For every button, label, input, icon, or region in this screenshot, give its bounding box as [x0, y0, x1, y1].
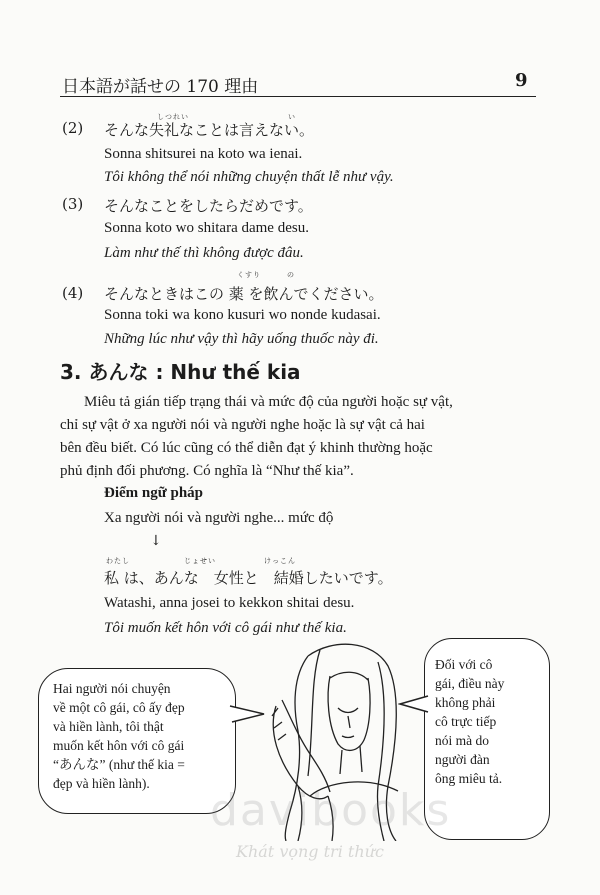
bubble-line: Hai người nói chuyện [53, 681, 171, 696]
furigana: けっこん [264, 557, 296, 565]
watermark-logo: davibooks [210, 785, 452, 836]
furigana: の [287, 271, 295, 279]
grammar-note: Xa người nói và người nghe... mức độ [104, 510, 334, 526]
paragraph-line: chỉ sự vật ở xa người nói và người nghe hoặc là sự vật cả hai [60, 417, 425, 433]
example-romaji: Sonna toki wa kono kusuri wo nonde kudasai. [104, 307, 381, 323]
example-japanese: そんなことをしたらだめです。 [104, 197, 313, 215]
paragraph-line: phủ định đối phương. Có nghĩa là “Như thế kia”. [60, 463, 354, 479]
bubble-line: ông miêu tả. [435, 771, 503, 786]
bubble-tail-left [228, 700, 268, 730]
paragraph-line: Miêu tả gián tiếp trạng thái và mức độ của người hoặc sự vật, [84, 394, 453, 410]
running-header-title: 日本語が話せの 170 理由 [62, 77, 259, 97]
example-japanese: 私 は、あんな 女性と 結婚したいです。 [104, 569, 393, 587]
paragraph-line: bên đều biết. Có lúc cũng có thể diễn đạt ý khinh thường hoặc [60, 440, 433, 456]
example-japanese: そんなときはこの 薬 を飲んでください。 [104, 285, 384, 303]
furigana: じょせい [184, 557, 216, 565]
example-vietnamese: Tôi không thể nói những chuyện thất lễ như vậy. [104, 169, 394, 185]
example-romaji: Sonna shitsurei na koto wa ienai. [104, 146, 303, 162]
section-paragraph [60, 391, 536, 483]
bubble-line: nói mà do [435, 733, 489, 748]
example-japanese: そんな失礼なことは言えない。 [104, 121, 315, 139]
furigana: い [288, 113, 296, 121]
bubble-line: không phải [435, 695, 496, 710]
page-number: 9 [515, 70, 528, 91]
bubble-line: “あんな” (như thế kia = [53, 757, 185, 772]
down-arrow-icon: ↓ [150, 533, 162, 549]
example-number: (2) [62, 119, 84, 137]
header-rule [60, 96, 536, 97]
example-number: (4) [62, 284, 84, 302]
watermark-slogan: Khát vọng tri thức [236, 842, 384, 861]
bubble-line: muốn kết hôn với cô gái [53, 738, 185, 753]
bubble-line: cô trực tiếp [435, 714, 497, 729]
section-heading: 3. あんな : Như thế kia [60, 360, 301, 384]
bubble-line: gái, điều này [435, 676, 505, 691]
example-romaji: Sonna koto wo shitara dame desu. [104, 220, 309, 236]
bubble-line: về một cô gái, cô ấy đẹp [53, 700, 185, 715]
furigana: くすり [237, 271, 261, 279]
bubble-tail-right [398, 690, 430, 720]
example-vietnamese: Những lúc như vậy thì hãy uống thuốc này đi. [104, 331, 379, 347]
example-number: (3) [62, 195, 84, 213]
grammar-point-heading: Điểm ngữ pháp [104, 485, 204, 501]
bubble-line: người đàn [435, 752, 490, 767]
bubble-line: đẹp và hiền lành). [53, 776, 150, 791]
example-vietnamese: Làm như thế thì không được đâu. [104, 245, 304, 261]
example-romaji: Watashi, anna josei to kekkon shitai desu. [104, 595, 355, 611]
furigana: わたし [106, 557, 130, 565]
example-vietnamese: Tôi muốn kết hôn với cô gái như thế kia. [104, 620, 347, 636]
bubble-line: Đối với cô [435, 657, 493, 672]
furigana: しつれい [157, 113, 189, 121]
bubble-line: và hiền lành, tôi thật [53, 719, 164, 734]
speech-bubble-left [38, 668, 236, 814]
